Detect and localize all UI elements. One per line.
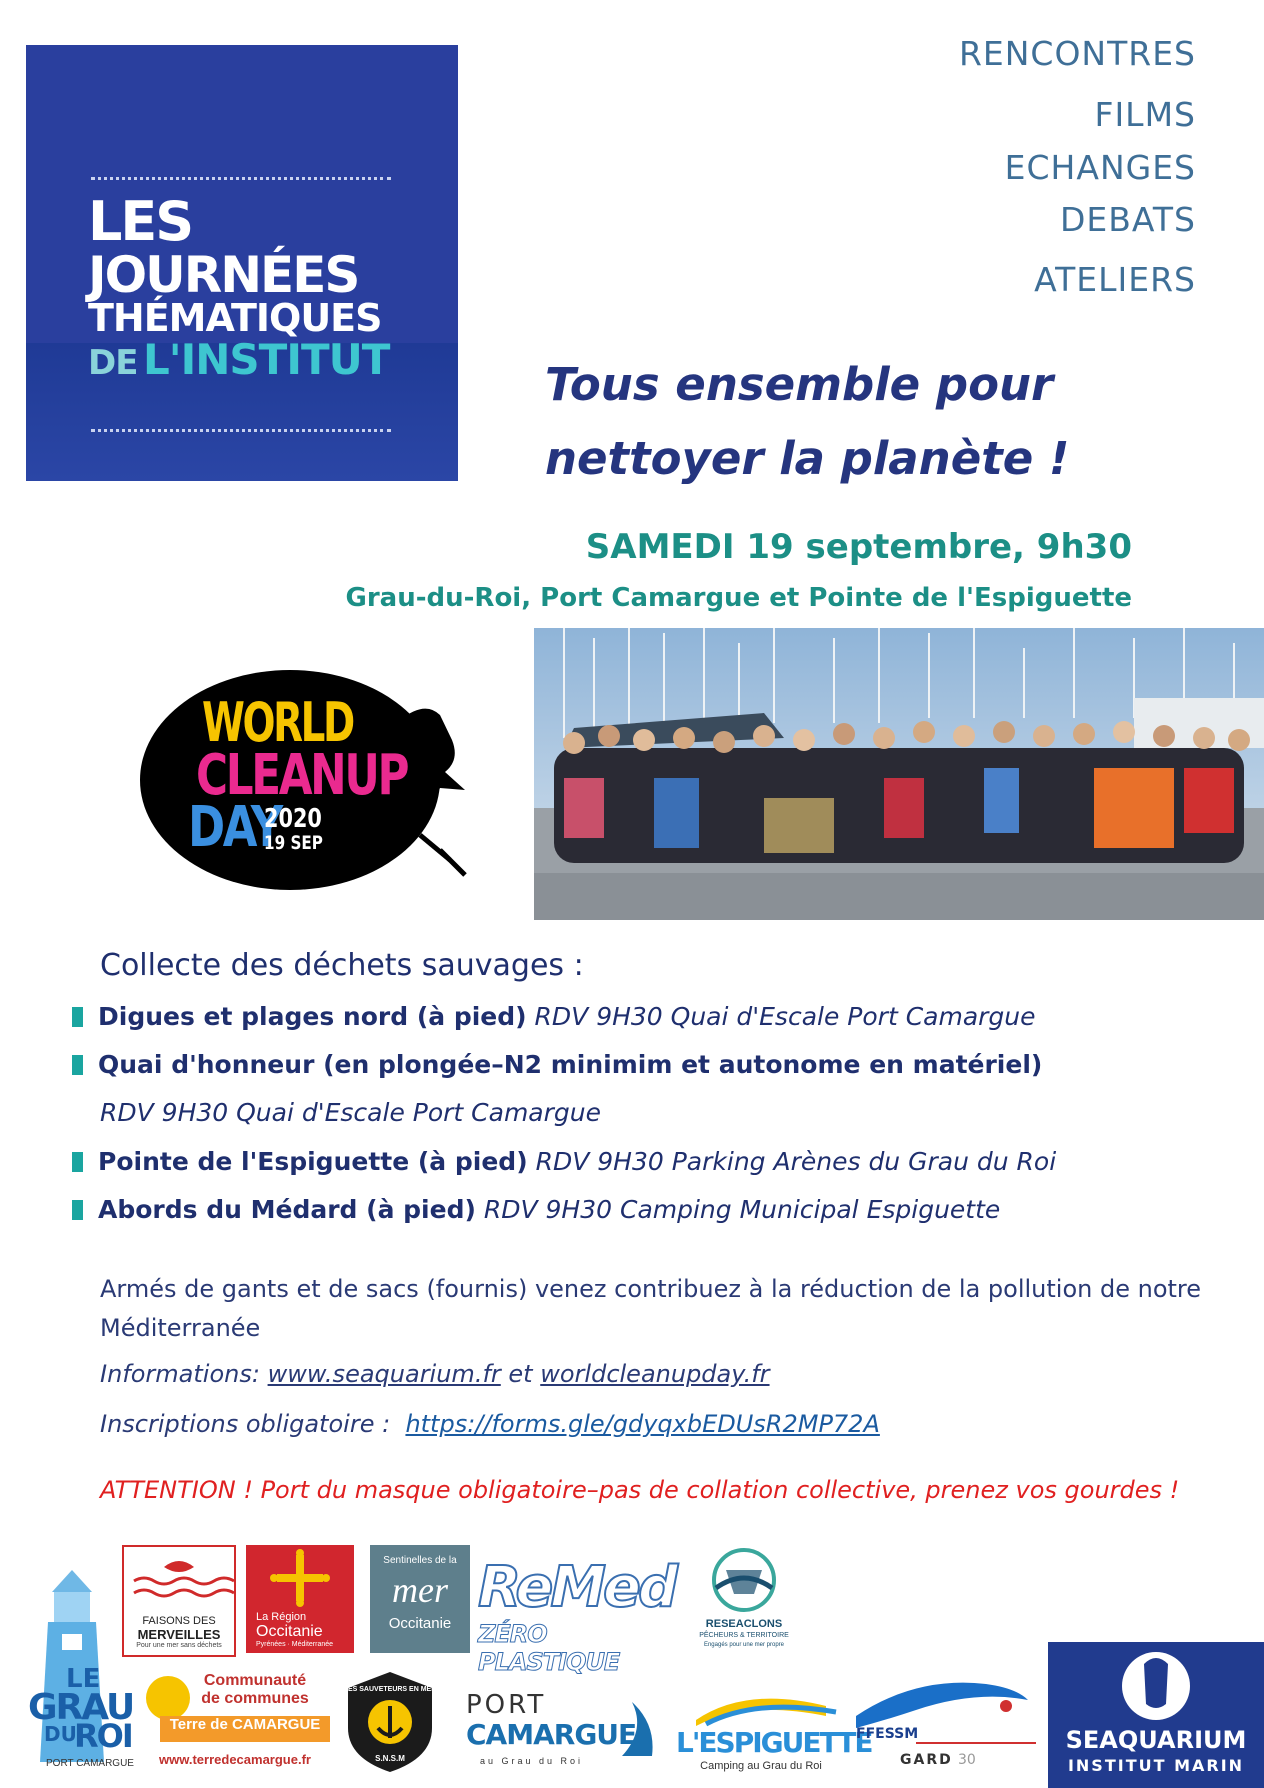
- logo-line-institut: [88, 335, 390, 384]
- logo-de: DE: [88, 343, 138, 383]
- group-photo: [534, 628, 1264, 920]
- cc-line1: Communauté: [203, 1672, 307, 1689]
- inscription-link[interactable]: https://forms.gle/gdyqxbEDUsR2MP72A: [405, 1410, 880, 1438]
- seaquarium-line2: INSTITUT MARIN: [1067, 1756, 1245, 1775]
- sponsor-terre-de-camargue: [140, 1668, 330, 1776]
- grau-sub: PORT CAMARGUE: [46, 1758, 134, 1769]
- logo-dotted-rule-top: [91, 177, 391, 180]
- bullet-square-icon: [72, 1055, 83, 1075]
- sponsor-ffessm-gard: [856, 1670, 1036, 1778]
- collect-item-3: [72, 1147, 1056, 1176]
- inscription-label: Inscriptions obligatoire :: [100, 1410, 391, 1438]
- sponsor-seaquarium: [1048, 1642, 1264, 1788]
- bullet-square-icon: [72, 1152, 83, 1172]
- collect-item-2-rdv: RDV 9H30 Quai d'Escale Port Camargue: [100, 1098, 601, 1127]
- espiguette-wave-icon: [676, 1686, 846, 1726]
- ffessm-line2: GARD: [900, 1752, 953, 1768]
- sponsor-espiguette: [676, 1686, 872, 1776]
- merveilles-line1: FAISONS DES: [142, 1615, 216, 1627]
- reseaclons-net-icon: [696, 1548, 792, 1612]
- world-cleanup-day-logo: [140, 660, 470, 890]
- info-and: et: [508, 1360, 533, 1388]
- inscription-line: [100, 1410, 880, 1438]
- tagline: [545, 348, 1185, 496]
- espiguette-line2: Camping au Grau du Roi: [700, 1760, 822, 1772]
- menu-rencontres: RENCONTRES: [958, 34, 1196, 73]
- grau-le: LE: [66, 1664, 101, 1694]
- espiguette-line1: L'ESPIGUETTE: [676, 1726, 872, 1759]
- sponsor-region-occitanie: [246, 1545, 354, 1653]
- logo-line-thematiques: THÉMATIQUES: [88, 296, 382, 340]
- seaquarium-seal-icon: [1048, 1642, 1264, 1726]
- port-line2: CAMARGUE: [466, 1718, 637, 1751]
- menu-debats: DEBATS: [1059, 200, 1196, 239]
- sail-icon: [616, 1700, 656, 1760]
- tagline-line2: nettoyer la planète !: [545, 432, 1070, 485]
- collect-item-place: Quai d'honneur (en plongée–N2 minimim et autonome en matériel): [98, 1050, 1043, 1079]
- port-line1: PORT: [466, 1690, 547, 1720]
- grau-du: DU: [44, 1722, 77, 1746]
- cleanup-date: 19 SEP: [264, 832, 323, 854]
- sponsor-grau-du-roi: [14, 1562, 134, 1772]
- collect-title: Collecte des déchets sauvages :: [100, 948, 584, 983]
- seaquarium-line1: SEAQUARIUM: [1065, 1726, 1247, 1754]
- cc-line3: Terre de CAMARGUE: [160, 1716, 330, 1742]
- ffessm-rule: [916, 1742, 1036, 1744]
- collect-item-4: [72, 1195, 1000, 1224]
- occitanie-sub: Pyrénées · Méditerranée: [256, 1641, 334, 1648]
- attention-notice: ATTENTION ! Port du masque obligatoire–pas de collation collective, prenez vos gourdes !: [100, 1476, 1180, 1504]
- sentinelles-line3: Occitanie: [388, 1615, 452, 1632]
- bullet-square-icon: [72, 1200, 83, 1220]
- logo-line-journees: JOURNÉES: [88, 246, 359, 304]
- cleanup-word-cleanup: CLEANUP: [196, 743, 408, 808]
- collect-item-rdv: RDV 9H30 Parking Arènes du Grau du Roi: [535, 1147, 1057, 1176]
- sentinelles-line1: Sentinelles de la: [383, 1555, 457, 1566]
- menu-ateliers: ATELIERS: [1034, 260, 1196, 299]
- logo-line-les: LES: [88, 190, 193, 253]
- remed-line2: ZÉRO PLASTIQUE: [478, 1620, 620, 1676]
- cleanup-word-day: DAY: [188, 795, 281, 860]
- menu-films: FILMS: [1094, 95, 1196, 134]
- info-line: [100, 1360, 770, 1388]
- bullet-square-icon: [72, 1007, 83, 1027]
- cleanup-word-world: WORLD: [202, 691, 353, 754]
- institut-logo: [26, 45, 458, 481]
- collect-item-2: [72, 1050, 1042, 1079]
- logo-institut: L'INSTITUT: [143, 335, 390, 384]
- logo-dotted-rule-bottom: [91, 429, 391, 432]
- collect-item-rdv: RDV 9H30 Camping Municipal Espiguette: [483, 1195, 1001, 1224]
- remed-line1: ReMed: [478, 1555, 676, 1620]
- collect-item-place: Abords du Médard (à pied): [98, 1195, 476, 1224]
- occitanie-line1: La Région: [256, 1611, 307, 1623]
- event-places: Grau-du-Roi, Port Camargue et Pointe de l'Espiguette: [345, 583, 1132, 613]
- sponsor-reseaclons: [696, 1548, 792, 1658]
- cc-line2: de communes: [201, 1690, 309, 1707]
- menu-echanges: ECHANGES: [1004, 148, 1196, 187]
- sponsor-faisons-des-merveilles: [122, 1545, 236, 1657]
- cleanup-year: 2020: [264, 804, 322, 834]
- sponsor-remed: [478, 1555, 678, 1676]
- collect-item-place: Pointe de l'Espiguette (à pied): [98, 1147, 528, 1176]
- sentinelles-line2: mer: [392, 1570, 448, 1610]
- sponsor-sentinelles-de-la-mer: [370, 1545, 470, 1653]
- reseaclons-line1: RESEACLONS: [705, 1618, 783, 1630]
- merveilles-line2: MERVEILLES: [137, 1627, 221, 1642]
- occitan-cross-icon: [246, 1545, 354, 1610]
- tagline-line1: Tous ensemble pour: [545, 358, 1054, 411]
- info-label: Informations:: [100, 1360, 260, 1388]
- seaquarium-link[interactable]: www.seaquarium.fr: [267, 1360, 501, 1388]
- snsm-line1: LES SAUVETEURS EN MER: [343, 1686, 437, 1693]
- reseaclons-line3: Engagés pour une mer propre: [703, 1642, 785, 1648]
- grau-grau: GRAU: [28, 1687, 134, 1728]
- sponsor-snsm: [340, 1668, 440, 1776]
- body-paragraph: Armés de gants et de sacs (fournis) venez contribuez à la réduction de la pollution de notre Méditerranée: [100, 1275, 1202, 1342]
- occitanie-line2: Occitanie: [256, 1623, 323, 1640]
- snsm-line2: S.N.S.M: [375, 1754, 405, 1763]
- port-line3: au Grau du Roi: [480, 1756, 584, 1766]
- ffessm-line1: FFESSM: [856, 1726, 919, 1742]
- collect-item-place: Digues et plages nord (à pied): [98, 1002, 527, 1031]
- reseaclons-line2: PÊCHEURS & TERRITOIRE: [699, 1632, 789, 1639]
- collect-item-1: [72, 1002, 1036, 1031]
- group-photo-image: [534, 628, 1264, 920]
- cc-line4: www.terredecamargue.fr: [159, 1752, 311, 1767]
- event-date: SAMEDI 19 septembre, 9h30: [585, 527, 1132, 567]
- ffessm-line3: 30: [958, 1752, 976, 1768]
- worldcleanupday-link[interactable]: worldcleanupday.fr: [540, 1360, 770, 1388]
- sponsor-port-camargue: [466, 1690, 656, 1774]
- ffessm-wave-icon: [856, 1670, 1036, 1730]
- collect-item-rdv: RDV 9H30 Quai d'Escale Port Camargue: [534, 1002, 1036, 1031]
- grau-roi: ROI: [74, 1717, 132, 1755]
- fish-waves-icon: [124, 1547, 234, 1607]
- merveilles-sub: Pour une mer sans déchets: [136, 1642, 222, 1649]
